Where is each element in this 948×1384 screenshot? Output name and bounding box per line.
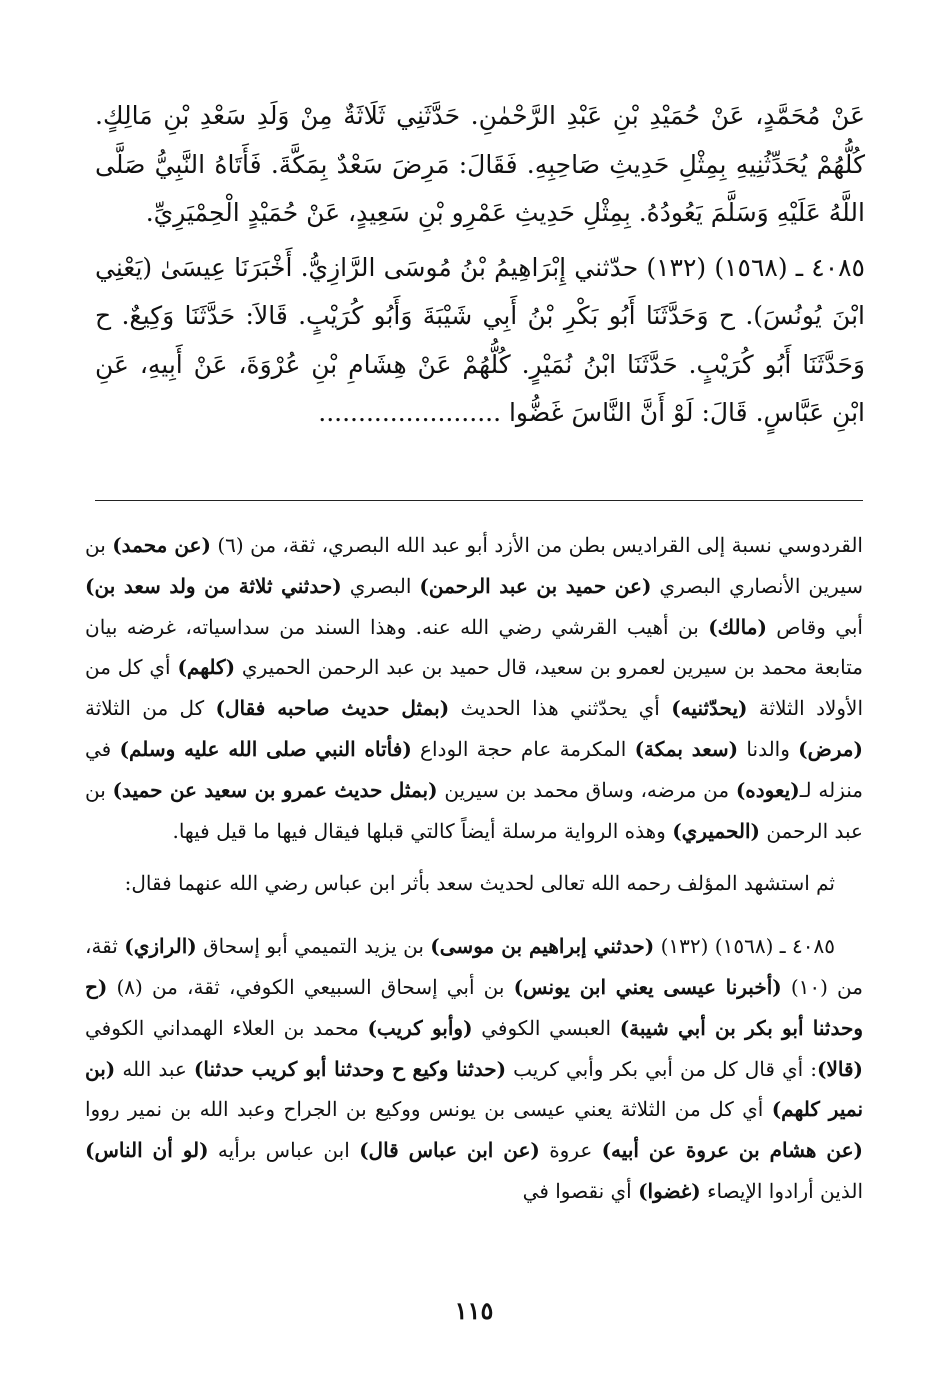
commentary-segment: (كلهم) xyxy=(177,655,236,680)
commentary-segment: (مرض) xyxy=(798,736,863,761)
commentary-segment: بن أبي إسحاق السبيعي الكوفي، ثقة، من (٨) xyxy=(107,974,514,999)
commentary-segment: (عن حميد بن عبد الرحمن) xyxy=(419,573,652,598)
commentary-segment: الذين أرادوا الإيصاء xyxy=(700,1178,863,1203)
commentary-paragraph-3 xyxy=(85,926,863,1212)
commentary-segment: (عن محمد) xyxy=(112,533,211,557)
commentary-paragraph-2: ثم استشهد المؤلف رحمه الله تعالى لحديث سعد بأثر ابن عباس رضي الله عنهما فقال: xyxy=(124,871,835,896)
commentary-segment: (الحميري) xyxy=(672,818,760,843)
commentary-segment: في منزله لـ xyxy=(85,736,863,802)
commentary-segment: وهذه الرواية مرسلة أيضاً كالتي قبلها فيقال فيها ما قيل فيها. xyxy=(172,818,673,843)
commentary-segment: (عن هشام بن عروة عن أبيه) xyxy=(601,1138,863,1163)
commentary-segment: محمد بن العلاء الهمداني الكوفي xyxy=(85,1015,368,1040)
commentary-segment: (غضوا) xyxy=(638,1178,701,1203)
page-number: ١١٥ xyxy=(454,1296,494,1325)
commentary-segment: : أي قال كل من أبي بكر وأبي كريب xyxy=(506,1056,817,1081)
commentary-segment: (بمثل حديث صاحبه فقال) xyxy=(215,696,450,721)
commentary-segment: (قالا) xyxy=(816,1056,863,1081)
commentary-segment: بن يزيد التميمي أبو إسحاق xyxy=(196,934,431,959)
commentary-segment: (بمثل حديث عمرو بن سعيد عن حميد) xyxy=(112,777,438,802)
commentary-segment: أبي وقاص xyxy=(766,614,863,639)
commentary-segment: (أخبرنا عيسى يعني ابن يونس) xyxy=(513,974,782,999)
commentary-segment: (سعد بمكة) xyxy=(634,736,739,761)
commentary-segment: أي نقصوا في xyxy=(522,1178,639,1203)
commentary-segment: البصري xyxy=(341,573,420,598)
commentary-segment: (حدثني ثلاثة من ولد سعد بن) xyxy=(85,573,342,598)
commentary-segment: (عن ابن عباس قال) xyxy=(359,1138,540,1163)
commentary-segment: بن عبد الرحمن xyxy=(85,777,863,843)
commentary-segment: (مالك) xyxy=(708,614,767,639)
commentary-segment: بن سيرين الأنصاري البصري xyxy=(85,533,863,598)
commentary-segment: المكرمة عام حجة الوداع xyxy=(411,736,635,761)
hadith-paragraph-1: عَنْ مُحَمَّدٍ، عَنْ حُمَيْدِ بْنِ عَبْدِ الرَّحْمٰنِ. حَدَّثَنِي ثَلَاثَةٌ مِنْ وَلَدِ سَعْدِ بْنِ مَالِكٍ. كُلُّهُمْ يُحَدِّثُنِيهِ بِمِثْلِ حَدِيثِ صَاحِبِهِ. فَقَالَ: مَرِضَ سَعْدٌ بِمَكَّةَ. فَأَتَاهُ النَّبِيُّ صَلَّى اللَّهُ عَلَيْهِ وَسَلَّمَ يَعُودُهُ. بِمِثْلِ حَدِيثِ عَمْرِو بْنِ سَعِيدٍ، عَنْ حُمَيْدٍ الْحِمْيَرِيِّ. xyxy=(95,101,865,227)
commentary-segment: (ح وحدثنا أبو بكر بن أبي شيبة) xyxy=(85,974,863,1040)
commentary-segment: (فأتاه النبي صلى الله عليه وسلم) xyxy=(119,736,412,761)
commentary-segment: (لو أن الناس) xyxy=(85,1138,209,1163)
commentary-segment: (حدثني إبراهيم بن موسى) xyxy=(430,934,655,959)
commentary-segment: العبسي الكوفي xyxy=(472,1015,620,1040)
commentary-segment: أي يحدّثني هذا الحديث xyxy=(449,696,672,721)
commentary-segment: (الرازي) xyxy=(124,934,197,959)
commentary-segment: القردوسي نسبة إلى القراديس بطن من الأزد أبو عبد الله البصري، ثقة، من (٦) xyxy=(210,533,863,557)
commentary-text xyxy=(85,513,863,1212)
hadith-text xyxy=(95,92,865,438)
commentary-segment: أي كل من الثلاثة يعني عيسى بن يونس ووكيع بن الجراح وعبد الله بن نمير رووا xyxy=(85,1097,772,1122)
footnote-divider xyxy=(95,500,863,501)
commentary-segment: بن أهيب القرشي رضي الله عنه. وهذا السند من سداسياته، غرضه بيان متابعة محمد بن سيرين لعمرو بن سعيد، قال حميد بن عبد الرحمن الحميري xyxy=(85,614,864,680)
commentary-segment: من مرضه، وساق محمد بن سيرين xyxy=(437,777,736,802)
commentary-segment: ابن عباس برأيه xyxy=(208,1138,360,1163)
commentary-segment: (يعوده) xyxy=(735,777,800,802)
commentary-segment: (يحدّثنيه) xyxy=(671,696,748,721)
commentary-segment: والدنا xyxy=(738,736,799,761)
commentary-segment: كل من الثلاثة xyxy=(85,696,216,721)
commentary-segment: (وأبو كريب) xyxy=(367,1015,473,1040)
commentary-segment: ٤٠٨٥ ـ (١٥٦٨) (١٣٢) xyxy=(654,934,835,959)
commentary-segment: أي كل من الأولاد الثلاثة xyxy=(85,655,864,721)
commentary-segment: (حدثنا وكيع ح وحدثنا أبو كريب حدثنا) xyxy=(193,1056,507,1081)
commentary-paragraph-1 xyxy=(85,525,863,851)
hadith-paragraph-2: ٤٠٨٥ ـ (١٥٦٨) (١٣٢) حدّثني إِبْرَاهِيمُ بْنُ مُوسَى الرَّازِيُّ. أَخْبَرَنَا عِيسَىٰ (يَعْنِي ابْنَ يُونُسَ). ح وَحَدَّثَنَا أَبُو بَكْرِ بْنُ أَبِي شَيْبَةَ وَأَبُو كُرَيْبٍ. قَالاَ: حَدَّثَنَا وَكِيعٌ. ح وَحَدَّثَنَا أَبُو كُرَيْبٍ. حَدَّثَنَا ابْنُ نُمَيْرٍ. كُلُّهُمْ عَنْ هِشَامِ بْنِ عُرْوَةَ، عَنْ أَبِيهِ، عَنِ ابْنِ عَبَّاسٍ. قَالَ: لَوْ أَنَّ النَّاسَ غَضُّوا ....................... xyxy=(95,252,865,427)
commentary-segment: ثقة، من (١٠) xyxy=(85,934,863,999)
commentary-segment: (بن نمير كلهم) xyxy=(85,1056,864,1122)
commentary-segment: عروة xyxy=(539,1138,602,1163)
commentary-segment: عبد الله xyxy=(115,1056,194,1081)
